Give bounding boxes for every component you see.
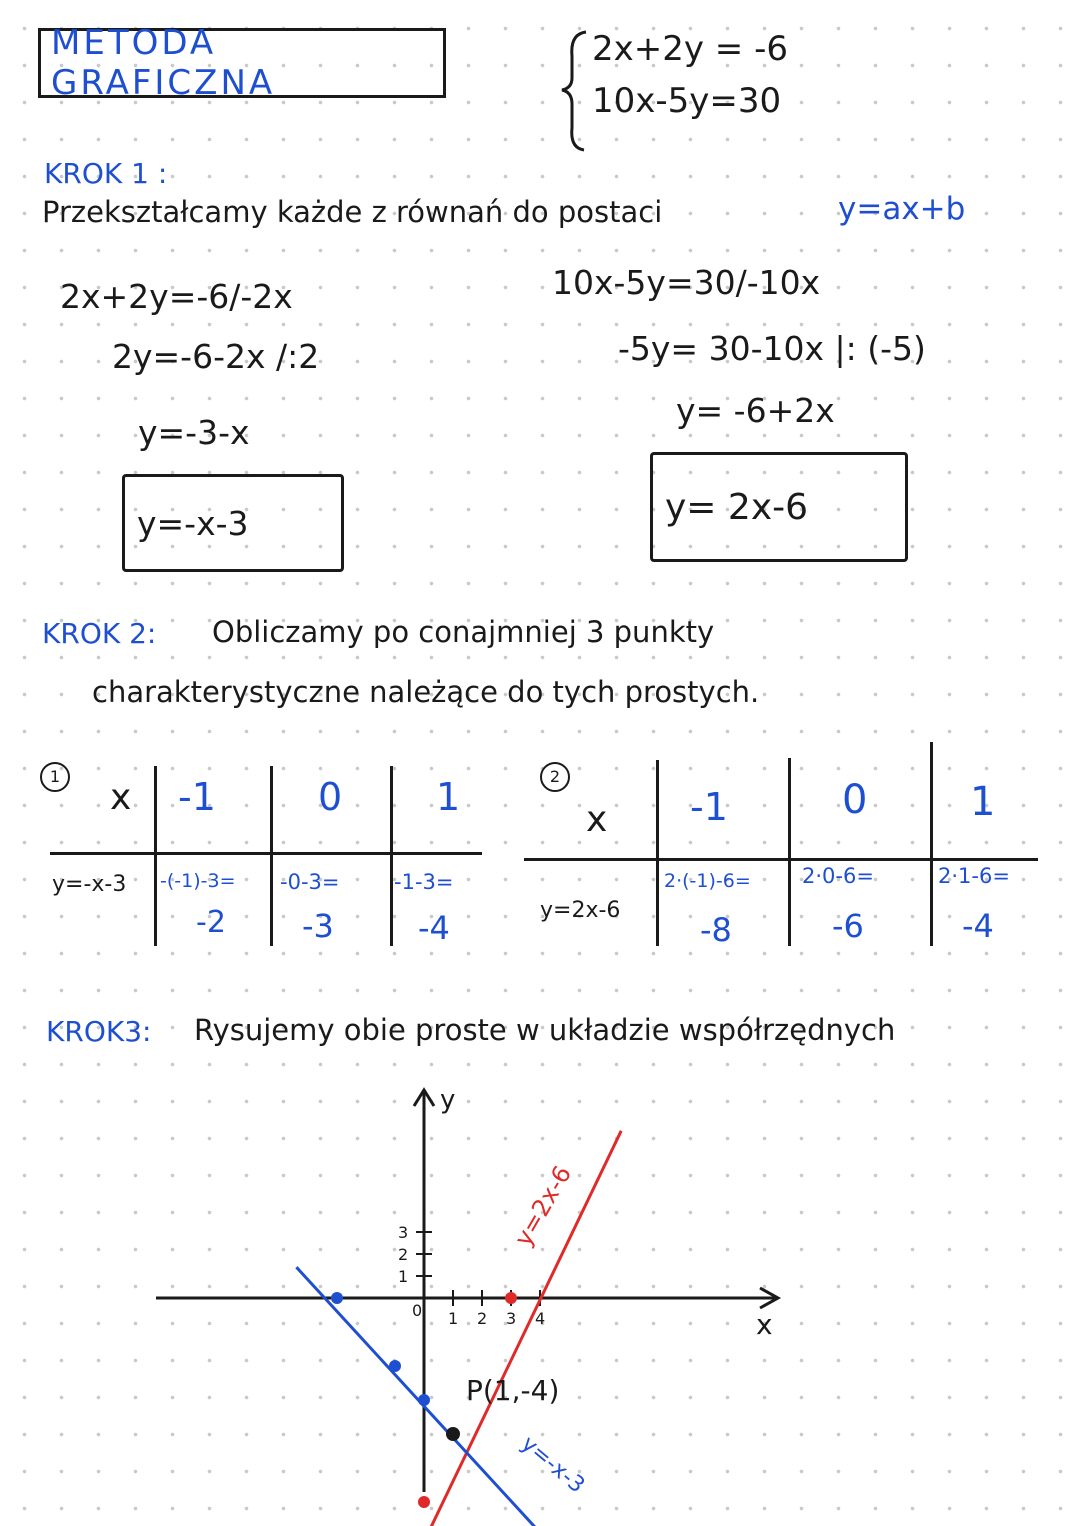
intersection-point (446, 1427, 460, 1441)
table2-y-value-1: -8 (700, 911, 732, 949)
table1-y-label: y=-x-3 (52, 872, 127, 897)
step1-right-line-3: y= -6+2x (676, 391, 835, 430)
blue-point-2 (418, 1394, 430, 1406)
table1-calc-3: -1-3= (394, 870, 454, 894)
table2-x-label: x (586, 799, 608, 840)
page-title: METODA GRAFICZNA (38, 28, 446, 98)
table2-y-value-2: -6 (832, 907, 864, 945)
step1-left-line-1: 2x+2y=-6/-2x (60, 277, 293, 316)
y-axis-label: y (440, 1085, 456, 1115)
step1-form: y=ax+b (838, 191, 966, 227)
table2-y-value-3: -4 (962, 907, 994, 945)
table1-y-value-2: -3 (302, 907, 334, 945)
table2-number-badge: 2 (540, 762, 570, 792)
step3-heading: KROK3: (46, 1015, 152, 1048)
x-axis-label: x (756, 1308, 773, 1341)
step2-text-2: charakterystyczne należące do tych prostych. (92, 675, 760, 709)
step1-left-line-3: y=-3-x (138, 413, 250, 452)
red-point-3 (505, 1292, 517, 1304)
table2-calc-2: 2·0-6= (802, 864, 874, 888)
table1-number-badge: 1 (40, 762, 70, 792)
x-tick-label-3: 3 (506, 1309, 517, 1328)
step3-text: Rysujemy obie proste w układzie współrzędnych (194, 1013, 896, 1047)
table1-x-value-1: -1 (178, 775, 216, 819)
table2-x-value-3: 1 (970, 779, 996, 825)
table1-y-value-3: -4 (418, 909, 450, 947)
step2-heading: KROK 2: (42, 617, 157, 650)
y-tick-label-3: 3 (398, 1223, 409, 1242)
x-tick-label-2: 2 (477, 1309, 488, 1328)
table1-x-label: x (110, 777, 132, 818)
table2-x-value-2: 0 (842, 777, 868, 823)
red-point-1 (418, 1496, 430, 1508)
table1-y-value-1: -2 (196, 905, 226, 940)
system-equation-2: 10x-5y=30 (592, 81, 782, 121)
blue-point-0 (331, 1292, 343, 1304)
step1-text: Przekształcamy każde z równań do postaci (42, 195, 663, 229)
blue-point-1 (389, 1360, 401, 1372)
table1-x-value-3: 1 (436, 775, 461, 819)
table2-x-value-1: -1 (690, 785, 728, 829)
step1-left-line-2: 2y=-6-2x /:2 (112, 337, 320, 376)
table1-x-value-2: 0 (318, 775, 343, 819)
intersection-label: P(1,-4) (466, 1374, 560, 1407)
y-tick-label-2: 2 (398, 1245, 409, 1264)
step1-right-line-2: -5y= 30-10x |: (-5) (618, 329, 926, 368)
table2-y-label: y=2x-6 (540, 898, 621, 923)
table1-calc-1: -(-1)-3= (160, 870, 236, 892)
step1-left-result: y=-x-3 (122, 474, 344, 572)
step1-right-result: y= 2x-6 (650, 452, 908, 562)
step1-right-line-1: 10x-5y=30/-10x (552, 263, 821, 302)
blue-line-label: y=-x-3 (516, 1431, 590, 1499)
x-tick-label-1: 1 (448, 1309, 459, 1328)
table2-calc-3: 2·1-6= (938, 864, 1010, 888)
step1-heading: KROK 1 : (44, 157, 168, 190)
origin-label: 0 (412, 1301, 423, 1320)
x-tick-label-4: 4 (535, 1309, 546, 1328)
table1-calc-2: -0-3= (280, 870, 340, 894)
y-tick-label-1: 1 (398, 1267, 409, 1286)
table2-calc-1: 2·(-1)-6= (664, 870, 751, 892)
red-line-label: y=2x-6 (508, 1161, 578, 1251)
system-equation-1: 2x+2y = -6 (592, 29, 788, 69)
step2-text-1: Obliczamy po conajmniej 3 punkty (212, 615, 715, 649)
